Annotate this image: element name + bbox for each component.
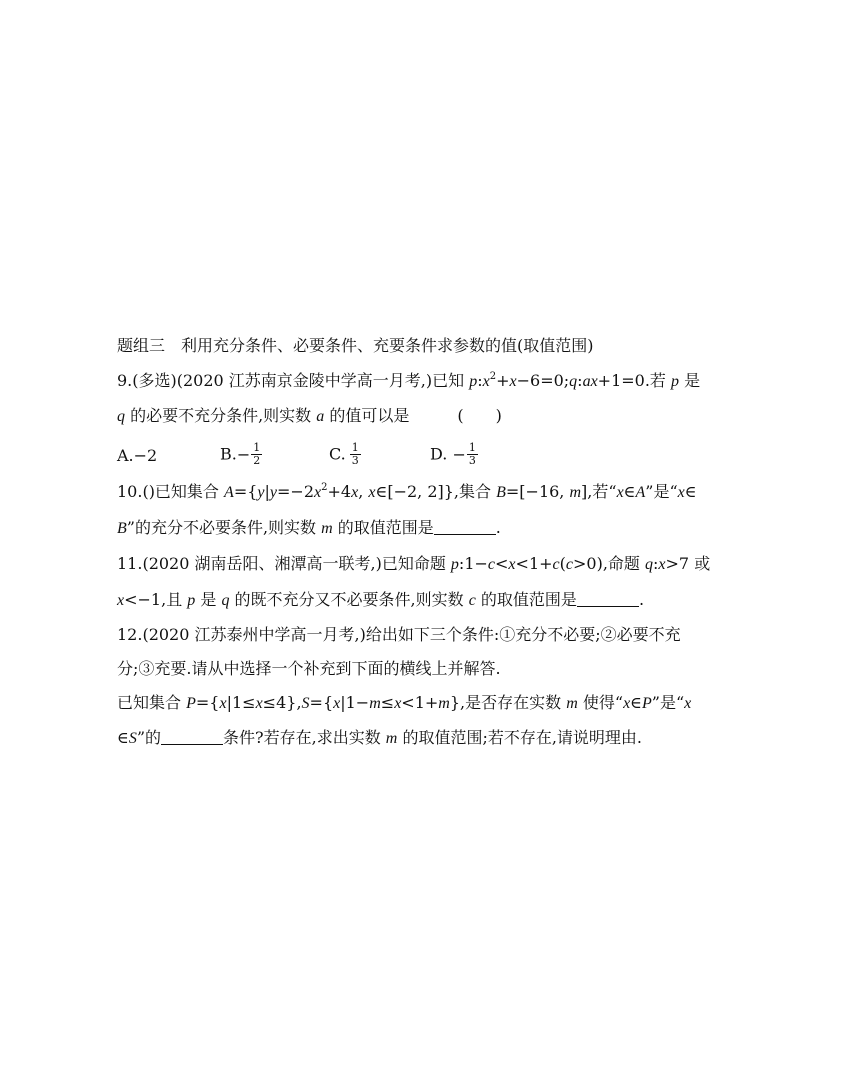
option-b-fraction (251, 442, 262, 467)
q12-var: S (128, 730, 137, 747)
question-12-line-3 (117, 692, 760, 715)
q10-text: =−2 (277, 482, 315, 501)
q11-var: q (221, 592, 230, 609)
q10-var: m (321, 520, 333, 537)
q11-var: x (508, 556, 516, 573)
q9-text: 是 (679, 371, 701, 390)
q10-text: ”的充分不必要条件,则实数 (126, 518, 322, 537)
question-10-line-1 (117, 481, 760, 504)
denominator: 2 (253, 454, 261, 467)
q10-var: A (635, 484, 646, 501)
q12-text: },是否存在实数 (449, 693, 567, 712)
q9-text: +1=0.若 (597, 371, 672, 390)
q11-text: >7 或 (665, 554, 711, 573)
q10-text: | (264, 482, 270, 501)
q10-var: x (616, 484, 624, 501)
option-b-label: B. (220, 444, 237, 464)
q10-text: ∈ (623, 482, 636, 501)
q9-var: q (569, 373, 578, 390)
q10-text: . (495, 518, 501, 537)
q12-var: m (566, 695, 578, 712)
q11-text: <−1,且 (124, 590, 188, 609)
q11-var: q (645, 556, 654, 573)
q11-text: :1− (458, 554, 488, 573)
question-10-line-2 (117, 517, 760, 540)
q10-text: ∈[−2, 2]},集合 (375, 482, 497, 501)
answer-parentheses: ( ) (457, 406, 502, 425)
q9-text: 的必要不充分条件,则实数 (125, 406, 317, 425)
numerator: 1 (253, 441, 261, 454)
q9-var: x (509, 373, 517, 390)
q12-text: ={ (309, 693, 334, 712)
q12-text: ∈ (117, 728, 129, 747)
q11-var: x (658, 556, 666, 573)
q12-text: ≤ (380, 693, 395, 712)
q12-var: m (438, 695, 450, 712)
question-9-options (117, 442, 760, 472)
q12-text: 条件?若存在,求出实数 (223, 728, 386, 747)
q9-text: + (496, 371, 510, 390)
q11-text: : (653, 554, 659, 573)
q9-text: −6=0; (516, 371, 570, 390)
q11-var: c (468, 592, 476, 609)
q12-text: 已知集合 (117, 693, 187, 712)
option-b (220, 442, 262, 467)
q10-text: 10.()已知集合 (117, 482, 225, 501)
q11-text: >0),命题 (573, 554, 646, 573)
q9-var: p (469, 373, 478, 390)
q12-var: x (394, 695, 402, 712)
q9-var: a (316, 408, 325, 425)
q10-text: , (358, 482, 369, 501)
q12-var: x (684, 695, 692, 712)
q12-var: P (186, 695, 196, 712)
q10-text: ],若“ (581, 482, 617, 501)
q10-text: ∈ (684, 482, 697, 501)
q11-text: 的既不充分又不必要条件,则实数 (229, 590, 469, 609)
q10-text: 的取值范围是 (332, 518, 434, 537)
q10-var: x (314, 484, 322, 501)
q12-var: x (219, 695, 227, 712)
numerator: 1 (468, 441, 476, 454)
q11-text: . (638, 590, 645, 609)
q12-text: ”的 (136, 728, 162, 747)
q10-var: B (117, 520, 127, 537)
q9-text: : (477, 371, 483, 390)
q10-var: x (368, 484, 376, 501)
option-a: A.−2 (117, 446, 158, 465)
option-d-sign: − (452, 444, 466, 464)
q11-text: 的取值范围是 (475, 590, 577, 609)
q9-var: p (671, 373, 680, 390)
q10-var: y (257, 484, 265, 501)
denominator: 3 (351, 454, 359, 467)
q12-text: ”是“ (651, 693, 685, 712)
q12-text: |1≤ (226, 693, 256, 712)
answer-blank[interactable] (434, 520, 496, 535)
section-title: 题组三 利用充分条件、必要条件、充要条件求参数的值(取值范围) (117, 336, 594, 355)
q12-var: S (301, 695, 310, 712)
q11-var: x (117, 592, 125, 609)
q12-var: x (333, 695, 341, 712)
q9-text: : (577, 371, 583, 390)
q11-var: c (552, 556, 560, 573)
question-9-line-2 (117, 405, 760, 428)
option-c-label: C. (329, 444, 346, 464)
condition-blank[interactable] (161, 730, 223, 745)
q11-text: < (495, 554, 509, 573)
q11-var: c (487, 556, 496, 573)
q10-text: =[−16, (505, 482, 570, 501)
q12-var: x (255, 695, 263, 712)
question-9-line-1 (117, 370, 760, 393)
q12-var: x (623, 695, 631, 712)
q9-text: 9.(多选)(2020 江苏南京金陵中学高一月考,)已知 (117, 371, 470, 390)
q10-text: ={ (233, 482, 258, 501)
denominator: 3 (468, 454, 476, 467)
q12-var: m (385, 730, 398, 747)
q12-text: 的取值范围;若不存在,请说明理由. (397, 728, 643, 747)
question-12-line-2: 分;③充要.请从中选择一个补充到下面的横线上并解答. (117, 659, 501, 678)
q10-var: A (224, 484, 234, 501)
q10-var: x (351, 484, 359, 501)
q12-text: ={ (195, 693, 220, 712)
q10-text: +4 (327, 482, 352, 501)
option-d (430, 442, 478, 467)
q10-var: B (496, 484, 506, 501)
q11-var: c (565, 556, 573, 573)
question-11-line-2 (117, 589, 760, 612)
q9-text: 的值可以是 (324, 406, 410, 425)
q9-exponent: 2 (489, 371, 497, 382)
q12-var: P (642, 695, 652, 712)
option-c (329, 442, 361, 467)
q10-var: x (677, 484, 685, 501)
answer-blank[interactable] (577, 592, 639, 607)
q9-var: ax (582, 373, 598, 390)
q12-text: |1− (340, 693, 370, 712)
q10-var: m (569, 484, 582, 501)
question-12-line-4 (117, 727, 760, 750)
question-12-line-1: 12.(2020 江苏泰州中学高一月考,)给出如下三个条件:①充分不必要;②必要不充 (117, 625, 681, 644)
q12-text: 使得“ (577, 693, 624, 712)
q10-text: ”是“ (645, 482, 678, 501)
option-b-sign: − (236, 444, 251, 464)
q9-var: q (117, 408, 125, 425)
q11-var: p (187, 592, 196, 609)
option-d-label: D. (430, 444, 453, 464)
q11-var: p (450, 556, 459, 573)
q9-var: x (482, 373, 490, 390)
q10-exponent: 2 (321, 482, 328, 493)
q12-var: m (369, 695, 381, 712)
q11-text: 是 (195, 590, 222, 609)
q11-text: 11.(2020 湖南岳阳、湘潭高一联考,)已知命题 (117, 554, 451, 573)
numerator: 1 (351, 441, 359, 454)
q12-text: ∈ (630, 693, 643, 712)
option-d-fraction (467, 442, 478, 467)
option-c-fraction (350, 442, 361, 467)
q12-text: <1+ (401, 693, 439, 712)
q11-text: <1+ (515, 554, 553, 573)
q11-text: ( (559, 554, 566, 573)
q10-var: y (269, 484, 278, 501)
question-11-line-1 (117, 553, 760, 576)
q12-text: ≤4}, (262, 693, 302, 712)
